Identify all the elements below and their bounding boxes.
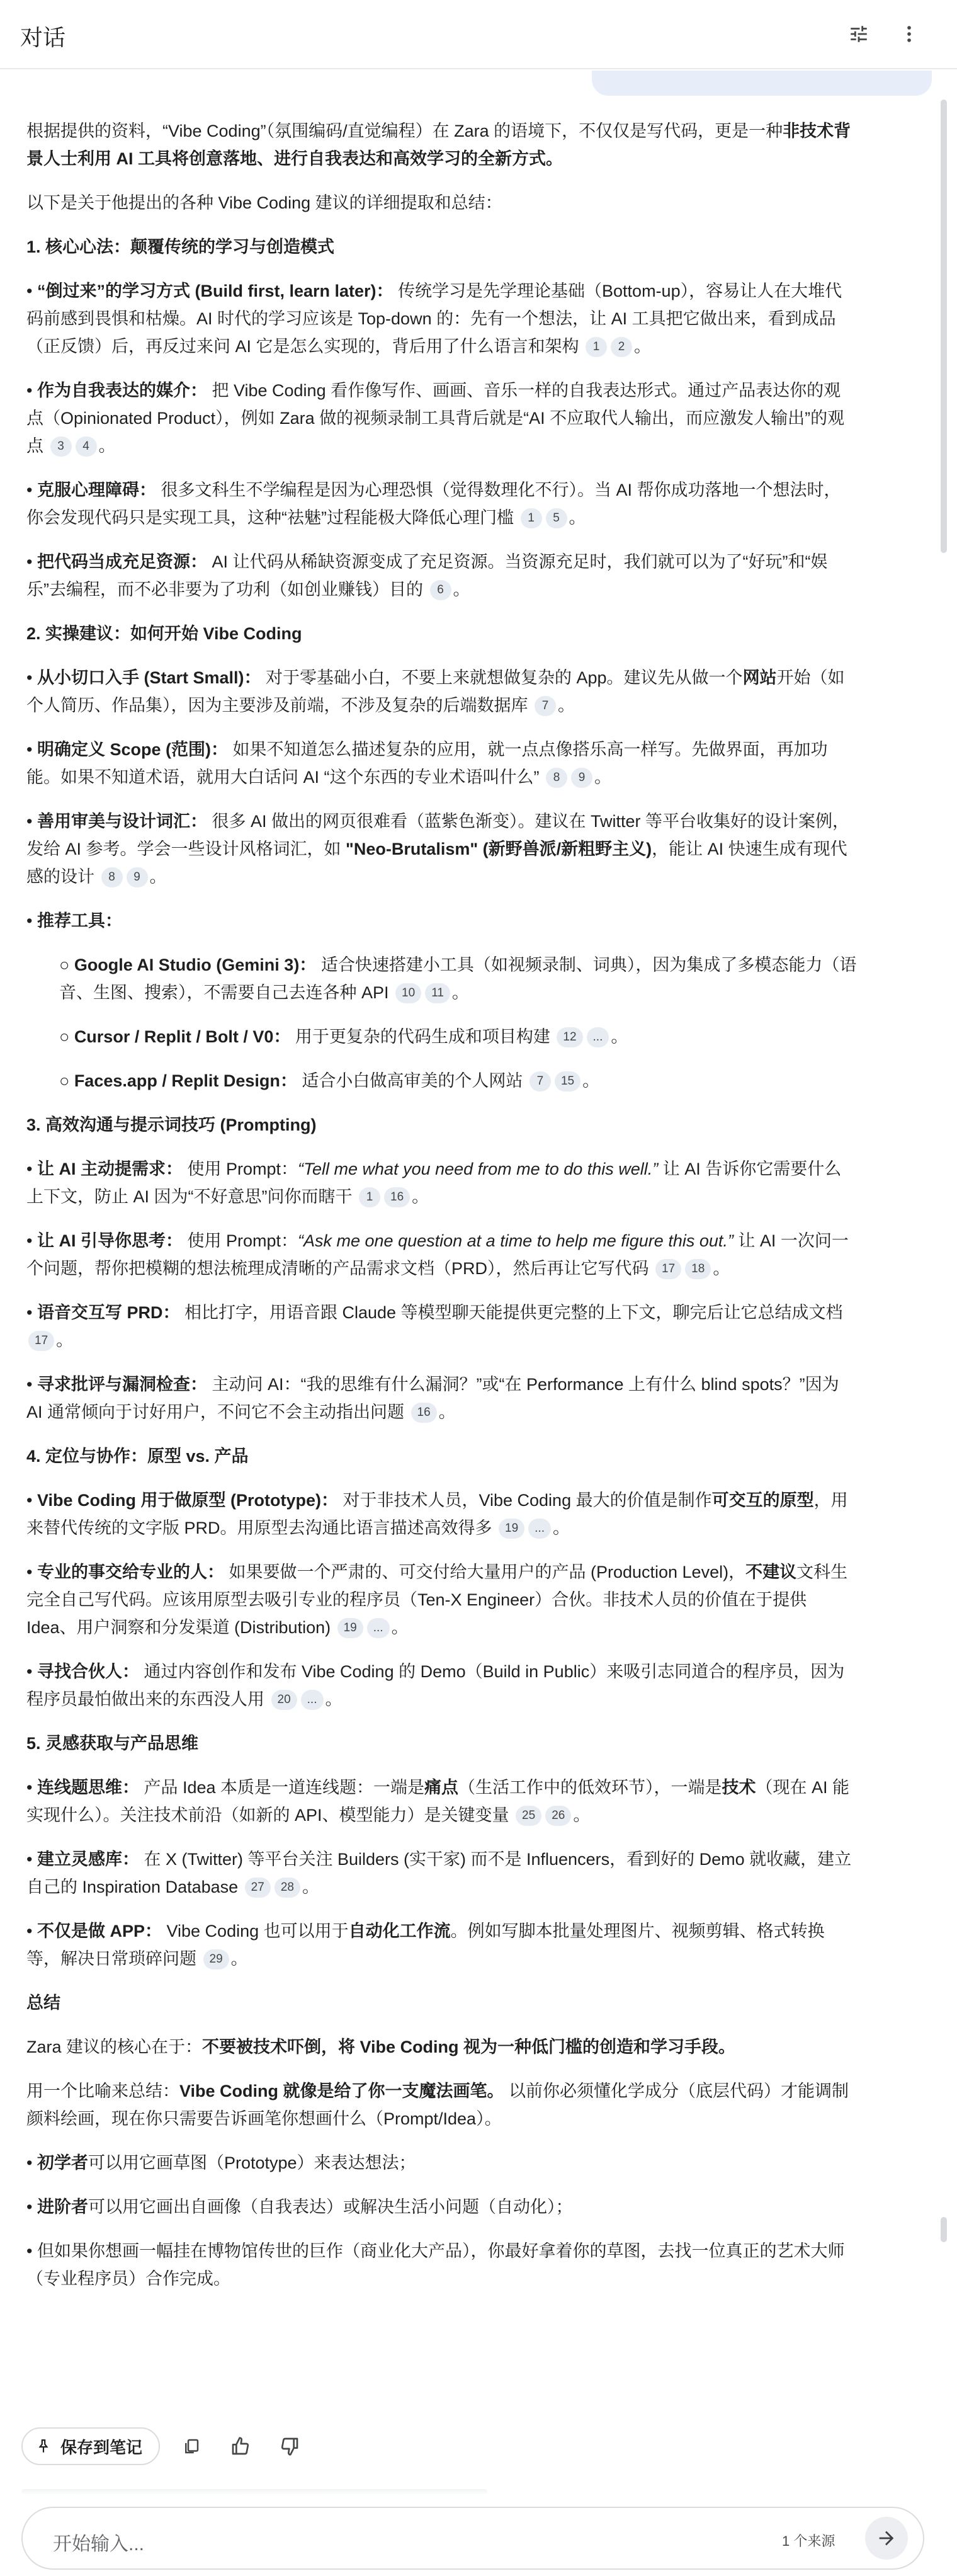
list-item: • Vibe Coding 用于做原型 (Prototype)： 对于非技术人员，Vibe Coding 最大的价值是制作可交互的原型，用来替代传统的文字版 PRD。用原型去沟通比语言描述高效得多 19 ... 。: [26, 1491, 848, 1537]
item-label: Google AI Studio (Gemini 3)：: [74, 955, 317, 974]
prompt-quote: “Ask me one question at a time to help me figure this out.”: [298, 1231, 733, 1250]
item-text: 把 Vibe Coding 看作像写作、画画、音乐一样的自我表达形式。通过产品表达你的观点（Opinionated Product），例如 Zara 做的视频录制工具背后就是“AI 不应取代人输出，而应激发人输出”的观点: [26, 381, 845, 455]
item-label: 明确定义 Scope (范围)：: [37, 740, 228, 759]
item-text: 开始（如个人简历、作品集），因为主要涉及前端，不涉及复杂的后端数据库: [26, 668, 845, 715]
citation-chip[interactable]: 4: [76, 436, 97, 457]
item-emphasis: 网站: [742, 668, 777, 687]
item-label: 建立灵感库：: [37, 1850, 139, 1869]
citation-chip[interactable]: 7: [529, 1071, 551, 1091]
scrollbar-marker: [941, 2217, 947, 2242]
list-item: • 让 AI 引导你思考： 使用 Prompt：“Ask me one question at a time to help me figure this out.” 让 AI 一次问一个问题，帮你把模糊的想法梳理成清晰的产品需求文档（PRD），然后再让它写代码 17 18 。: [26, 1231, 849, 1278]
item-text: 让 AI 告诉你它需要什么上下文，防止 AI 因为“不好意思”问你而瞎干: [26, 1160, 842, 1206]
item-text: 很多 AI 做出的网页很难看（蓝紫色渐变）。建议在 Twitter 等平台收集好的设计案例，发给 AI 参考。学会一些设计风格词汇，如: [26, 812, 849, 858]
item-label: 推荐工具：: [37, 911, 122, 930]
item-label: 让 AI 主动提需求：: [37, 1160, 183, 1178]
citation-more-chip[interactable]: ...: [301, 1690, 324, 1710]
item-text: 在 X (Twitter) 等平台关注 Builders (实干家) 而不是 Influencers，看到好的 Demo 就收藏，建立自己的 Inspiration Database: [26, 1850, 852, 1896]
item-text: 让 AI 一次问一个问题，帮你把模糊的想法梳理成清晰的产品需求文档（PRD），然后再让它写代码: [26, 1231, 849, 1278]
copy-icon: [182, 2437, 201, 2456]
metaphor-emphasis: Vibe Coding 就像是给了你一支魔法画笔。: [179, 2082, 504, 2100]
item-label: Faces.app / Replit Design：: [74, 1071, 297, 1090]
item-text: 可以用它画出自画像（自我表达）或解决生活小问题（自动化）；: [88, 2197, 573, 2216]
pin-icon: [35, 2438, 52, 2454]
item-text: Vibe Coding 也可以用于: [162, 1922, 349, 1941]
item-text: 使用 Prompt：: [182, 1231, 298, 1250]
list-item: • 语音交互写 PRD： 相比打字，用语音跟 Claude 等模型聊天能提供更完整的上下文，聊完后让它总结成文档 17 。: [26, 1303, 843, 1350]
item-emphasis: 痛点: [424, 1778, 459, 1797]
item-emphasis: 初学者: [37, 2153, 88, 2172]
citation-chip[interactable]: 29: [203, 1949, 229, 1969]
item-text: 可以用它画草图（Prototype）来表达想法；: [88, 2153, 416, 2172]
citation-chip[interactable]: 8: [546, 768, 567, 788]
citation-chip[interactable]: 1: [359, 1187, 380, 1207]
item-label: 语音交互写 PRD：: [37, 1303, 180, 1322]
conclusion-text: Zara 建议的核心在于：: [26, 2037, 203, 2056]
item-label: 不仅是做 APP：: [37, 1922, 162, 1941]
citation-chip[interactable]: 27: [245, 1878, 271, 1898]
scrollbar-thumb[interactable]: [941, 100, 947, 553]
conclusion-paragraph: [26, 2033, 858, 2061]
list-item: • 寻求批评与漏洞检查： 主动问 AI：“我的思维有什么漏洞？”或“在 Performance 上有什么 blind spots？”因为 AI 通常倾向于讨好用户，不问它不会主动指出问题 16 。: [26, 1375, 839, 1422]
item-label: 让 AI 引导你思考：: [37, 1231, 183, 1250]
citation-more-chip[interactable]: ...: [528, 1519, 551, 1539]
prompt-quote: “Tell me what you need from me to do this well.”: [298, 1160, 659, 1178]
citation-chip[interactable]: 18: [685, 1259, 711, 1279]
tune-button[interactable]: [841, 16, 876, 52]
conclusion-heading: 总结: [26, 1993, 60, 2012]
citation-chip[interactable]: 9: [571, 768, 592, 788]
more-options-button[interactable]: [892, 16, 927, 52]
item-text: 通过内容创作和发布 Vibe Coding 的 Demo（Build in Public）来吸引志同道合的程序员，因为程序员最怕做出来的东西没人用: [26, 1662, 845, 1709]
item-label: Cursor / Replit / Bolt / V0：: [74, 1027, 291, 1046]
item-text: ，用来替代传统的文字版 PRD。用原型去沟通比语言描述高效得多: [26, 1491, 848, 1537]
intro-paragraph: [26, 117, 858, 173]
list-item: • 专业的事交给专业的人： 如果要做一个严肃的、可交付给大量用户的产品 (Production Level)，不建议文科生完全自己写代码。应该用原型去吸引专业的程序员（Ten-X Engineer）合伙。非技术人员的价值在于提供 Idea、用户洞察和分发渠道 (Distribution) 19 ... 。: [26, 1563, 848, 1637]
citation-chip[interactable]: 26: [545, 1806, 571, 1826]
citation-chip[interactable]: 17: [655, 1259, 681, 1279]
more-vert-icon: [898, 23, 920, 45]
citation-chip[interactable]: 19: [337, 1618, 363, 1638]
citation-chip[interactable]: 3: [50, 436, 72, 457]
list-item: • 善用审美与设计词汇： 很多 AI 做出的网页很难看（蓝紫色渐变）。建议在 Twitter 等平台收集好的设计案例，发给 AI 参考。学会一些设计风格词汇，如 "Neo-Brutalism" (新野兽派/新粗野主义)，能让 AI 快速生成有现代感的设计 8 9 。: [26, 812, 849, 886]
item-label: 作为自我表达的媒介：: [37, 381, 207, 400]
list-item: • 不仅是做 APP： Vibe Coding 也可以用于自动化工作流。例如写脚本批量处理图片、视频剪辑、格式转换等，解决日常琐碎问题 29 。: [26, 1922, 825, 1968]
response-actions: [21, 2426, 307, 2466]
suggestion-shadow: [21, 2489, 487, 2495]
list-item: • 连线题思维： 产品 Idea 本质是一道连线题：一端是痛点（生活工作中的低效环节），一端是技术（现在 AI 能实现什么）。关注技术前沿（如新的 API、模型能力）是关键变量 25 26 。: [26, 1778, 850, 1825]
item-label: “倒过来”的学习方式 (Build first, learn later)：: [37, 282, 394, 300]
panel-title: 对话: [20, 25, 66, 50]
item-label: 克服心理障碍：: [37, 481, 156, 499]
item-label: 把代码当成充足资源：: [37, 552, 207, 571]
item-emphasis: 不建议: [745, 1563, 797, 1582]
list-item: • 初学者可以用它画草图（Prototype）来表达想法；: [26, 2153, 416, 2172]
item-text: 适合快速搭建小工具（如视频录制、词典），因为集成了多模态能力（语音、生图、搜索），不需要自己去连各种 API: [59, 955, 857, 1002]
item-emphasis: 自动化工作流: [348, 1922, 451, 1941]
citation-chip[interactable]: 2: [611, 337, 632, 357]
item-label: 从小切口入手 (Start Small)：: [37, 668, 261, 687]
item-label: 寻找合伙人：: [37, 1662, 139, 1681]
item-text: 使用 Prompt：: [182, 1160, 298, 1178]
list-item: • 明确定义 Scope (范围)： 如果不知道怎么描述复杂的应用，就一点点像搭乐高一样写。先做界面，再加功能。如果不知道术语，就用大白话问 AI “这个东西的专业术语叫什么” 8 9 。: [26, 740, 828, 787]
thumb-up-button[interactable]: [223, 2429, 258, 2464]
thumb-down-icon: [280, 2436, 300, 2456]
intro-text: 根据提供的资料，“Vibe Coding”（氛围编码/直觉编程）在 Zara 的语境下，不仅仅是写代码，更是一种: [26, 122, 783, 140]
item-emphasis: 技术: [722, 1778, 756, 1797]
item-text: （现在 AI 能实现什么）。关注技术前沿（如新的 API、模型能力）是关键变量: [26, 1778, 850, 1825]
citation-chip[interactable]: 16: [411, 1403, 437, 1423]
sub-list-item: ○ Faces.app / Replit Design： 适合小白做高审美的个人网站 7 15 。: [59, 1071, 600, 1090]
item-text: 适合小白做高审美的个人网站: [297, 1071, 523, 1090]
citation-chip[interactable]: 17: [28, 1331, 54, 1351]
item-text: 。例如写脚本批量处理图片、视频剪辑、格式转换等，解决日常琐碎问题: [26, 1922, 825, 1968]
citation-chip[interactable]: 25: [516, 1806, 541, 1826]
citation-chip[interactable]: 5: [546, 508, 567, 528]
section-heading-2: 2. 实操建议：如何开始 Vibe Coding: [26, 624, 302, 643]
sub-list-item: ○ Cursor / Replit / Bolt / V0： 用于更复杂的代码生成和项目构建 12 ... 。: [59, 1027, 628, 1046]
save-to-note-button[interactable]: [21, 2427, 160, 2465]
copy-button[interactable]: [174, 2429, 209, 2464]
item-text: ，能让 AI 快速生成有现代感的设计: [26, 840, 847, 886]
item-text: 文科生完全自己写代码。应该用原型去吸引专业的程序员（Ten-X Engineer）合伙。非技术人员的价值在于提供 Idea、用户洞察和分发渠道 (Distribution): [26, 1563, 848, 1637]
metaphor-text: 以前你必须懂化学成分（底层代码）才能调制颜料绘画，现在你只需要告诉画笔你想画什么（Prompt/Idea）。: [26, 2082, 849, 2128]
sub-list-item: ○ Google AI Studio (Gemini 3)： 适合快速搭建小工具（如视频录制、词典），因为集成了多模态能力（语音、生图、搜索），不需要自己去连各种 API 10 11 。: [59, 955, 857, 1002]
item-text: 相比打字，用语音跟 Claude 等模型聊天能提供更完整的上下文，聊完后让它总结成文档: [179, 1303, 843, 1322]
thumb-down-button[interactable]: [272, 2429, 307, 2464]
list-item: • 克服心理障碍： 很多文科生不学编程是因为心理恐惧（觉得数理化不行）。当 AI 帮你成功落地一个想法时，你会发现代码只是实现工具，这种“祛魅”过程能极大降低心理门槛 1 5 。: [26, 481, 841, 527]
list-item: • 让 AI 主动提需求： 使用 Prompt：“Tell me what you need from me to do this well.” 让 AI 告诉你它需要什么上下文，防止 AI 因为“不好意思”问你而瞎干 1 16 。: [26, 1160, 842, 1206]
citation-chip[interactable]: 20: [271, 1690, 297, 1710]
item-emphasis: 进阶者: [37, 2197, 88, 2216]
chat-input-placeholder[interactable]: 开始输入...: [53, 2534, 145, 2555]
citation-chip[interactable]: 11: [425, 983, 450, 1003]
summary-line: 以下是关于他提出的各种 Vibe Coding 建议的详细提取和总结：: [26, 193, 502, 212]
citation-chip[interactable]: 16: [384, 1187, 410, 1207]
item-text: 对于非技术人员，Vibe Coding 最大的价值是制作: [337, 1491, 712, 1510]
item-text: 用于更复杂的代码生成和项目构建: [290, 1027, 550, 1046]
send-arrow-icon: [876, 2528, 897, 2549]
citation-chip[interactable]: 19: [499, 1519, 524, 1539]
item-label: Vibe Coding 用于做原型 (Prototype)：: [37, 1491, 338, 1510]
tune-icon: [848, 23, 869, 45]
citation-chip[interactable]: 1: [586, 337, 607, 357]
metaphor-paragraph: [26, 2077, 858, 2133]
item-label: 善用审美与设计词汇：: [37, 812, 207, 831]
metaphor-text: 用一个比喻来总结：: [26, 2082, 179, 2100]
intro-emphasis: 非技术背景人士利用 AI 工具将创意落地、进行自我表达和高效学习的全新方式。: [26, 122, 851, 168]
list-item: • 进阶者可以用它画出自画像（自我表达）或解决生活小问题（自动化）；: [26, 2197, 573, 2216]
item-label: 专业的事交给专业的人：: [37, 1563, 224, 1582]
citation-chip[interactable]: 10: [395, 983, 421, 1003]
item-text: AI 让代码从稀缺资源变成了充足资源。当资源充足时，我们就可以为了“好玩”和“娱乐”去编程，而不必非要为了功利（如创业赚钱）目的: [26, 552, 828, 599]
citation-chip[interactable]: 1: [521, 508, 542, 528]
list-item: • “倒过来”的学习方式 (Build first, learn later)： 传统学习是先学理论基础（Bottom-up），容易让人在大堆代码前感到畏惧和枯燥。AI 时代的学习应该是 Top-down 的：先有一个想法，让 AI 工具把它做出来，看到成品（正反馈）后，再反过来问 AI 它是怎么实现的，背后用了什么语言和架构 1 2 。: [26, 282, 842, 356]
list-item: • 把代码当成充足资源： AI 让代码从稀缺资源变成了充足资源。当资源充足时，我们就可以为了“好玩”和“娱乐”去编程，而不必非要为了功利（如创业赚钱）目的 6 。: [26, 552, 828, 599]
item-label: 连线题思维：: [37, 1778, 139, 1797]
citation-chip[interactable]: 28: [275, 1878, 300, 1898]
item-text: 如果要做一个严肃的、可交付给大量用户的产品 (Production Level)，: [224, 1563, 746, 1582]
item-emphasis: 可交互的原型: [711, 1491, 814, 1510]
list-item: • 作为自我表达的媒介： 把 Vibe Coding 看作像写作、画画、音乐一样的自我表达形式。通过产品表达你的观点（Opinionated Product），例如 Zara 做的视频录制工具背后就是“AI 不应取代人输出，而应激发人输出”的观点 3 4 。: [26, 381, 845, 455]
citation-chip[interactable]: 15: [555, 1071, 580, 1091]
item-text: 如果不知道怎么描述复杂的应用，就一点点像搭乐高一样写。先做界面，再加功能。如果不知道术语，就用大白话问 AI “这个东西的专业术语叫什么”: [26, 740, 828, 787]
chat-input-box[interactable]: [21, 2507, 924, 2570]
save-to-note-label: 保存到笔记: [60, 2437, 143, 2457]
citation-chip[interactable]: 9: [127, 867, 148, 887]
citation-more-chip[interactable]: ...: [587, 1027, 609, 1047]
item-text: 产品 Idea 本质是一道连线题：一端是: [139, 1778, 425, 1797]
send-button[interactable]: [865, 2517, 908, 2560]
item-text: 主动问 AI：“我的思维有什么漏洞？”或“在 Performance 上有什么 blind spots？”因为 AI 通常倾向于讨好用户，不问它不会主动指出问题: [26, 1375, 839, 1422]
list-item: • 寻找合伙人： 通过内容创作和发布 Vibe Coding 的 Demo（Build in Public）来吸引志同道合的程序员，因为程序员最怕做出来的东西没人用 20 ... 。: [26, 1662, 845, 1709]
list-item: • 建立灵感库： 在 X (Twitter) 等平台关注 Builders (实干家) 而不是 Influencers，看到好的 Demo 就收藏，建立自己的 Inspiration Database 27 28 。: [26, 1850, 852, 1896]
item-text: 很多文科生不学编程是因为心理恐惧（觉得数理化不行）。当 AI 帮你成功落地一个想法时，你会发现代码只是实现工具，这种“祛魅”过程能极大降低心理门槛: [26, 481, 841, 527]
citation-chip[interactable]: 7: [535, 696, 556, 716]
item-emphasis: "Neo-Brutalism" (新野兽派/新粗野主义): [346, 840, 652, 858]
list-item: • 推荐工具：: [26, 911, 122, 930]
citation-chip[interactable]: 6: [430, 580, 451, 600]
item-text: 对于零基础小白，不要上来就想做复杂的 App。建议先从做一个: [261, 668, 743, 687]
answer-body: [26, 117, 858, 2309]
citation-chip[interactable]: 8: [101, 867, 123, 887]
conclusion-emphasis: 不要被技术吓倒，将 Vibe Coding 视为一种低门槛的创造和学习手段。: [202, 2037, 736, 2056]
item-text: （生活工作中的低效环节），一端是: [458, 1778, 722, 1797]
section-heading-4: 4. 定位与协作：原型 vs. 产品: [26, 1447, 249, 1466]
thumb-up-icon: [230, 2436, 251, 2456]
section-heading-1: 1. 核心心法：颠覆传统的学习与创造模式: [26, 237, 335, 256]
citation-chip[interactable]: 12: [557, 1027, 582, 1047]
notebook-chat-header: [0, 0, 957, 69]
item-text: 但如果你想画一幅挂在博物馆传世的巨作（商业化大产品），你最好拿着你的草图，去找一位真正的艺术大师（专业程序员）合作完成。: [26, 2242, 845, 2288]
item-text: 传统学习是先学理论基础（Bottom-up），容易让人在大堆代码前感到畏惧和枯燥。AI 时代的学习应该是 Top-down 的：先有一个想法，让 AI 工具把它做出来，看到成品（正反馈）后，再反过来问 AI 它是怎么实现的，背后用了什么语言和架构: [26, 282, 842, 356]
section-heading-3: 3. 高效沟通与提示词技巧 (Prompting): [26, 1115, 317, 1134]
item-label: 寻求批评与漏洞检查：: [37, 1375, 207, 1394]
list-item: • 但如果你想画一幅挂在博物馆传世的巨作（商业化大产品），你最好拿着你的草图，去找一位真正的艺术大师（专业程序员）合作完成。: [26, 2242, 845, 2288]
list-item: • 从小切口入手 (Start Small)： 对于零基础小白，不要上来就想做复杂的 App。建议先从做一个网站开始（如个人简历、作品集），因为主要涉及前端，不涉及复杂的后端数据库 7 。: [26, 668, 845, 715]
previous-message-edge: [592, 71, 932, 96]
section-heading-5: 5. 灵感获取与产品思维: [26, 1734, 199, 1753]
citation-more-chip[interactable]: ...: [367, 1618, 390, 1638]
source-count: 1 个来源: [782, 2533, 835, 2549]
